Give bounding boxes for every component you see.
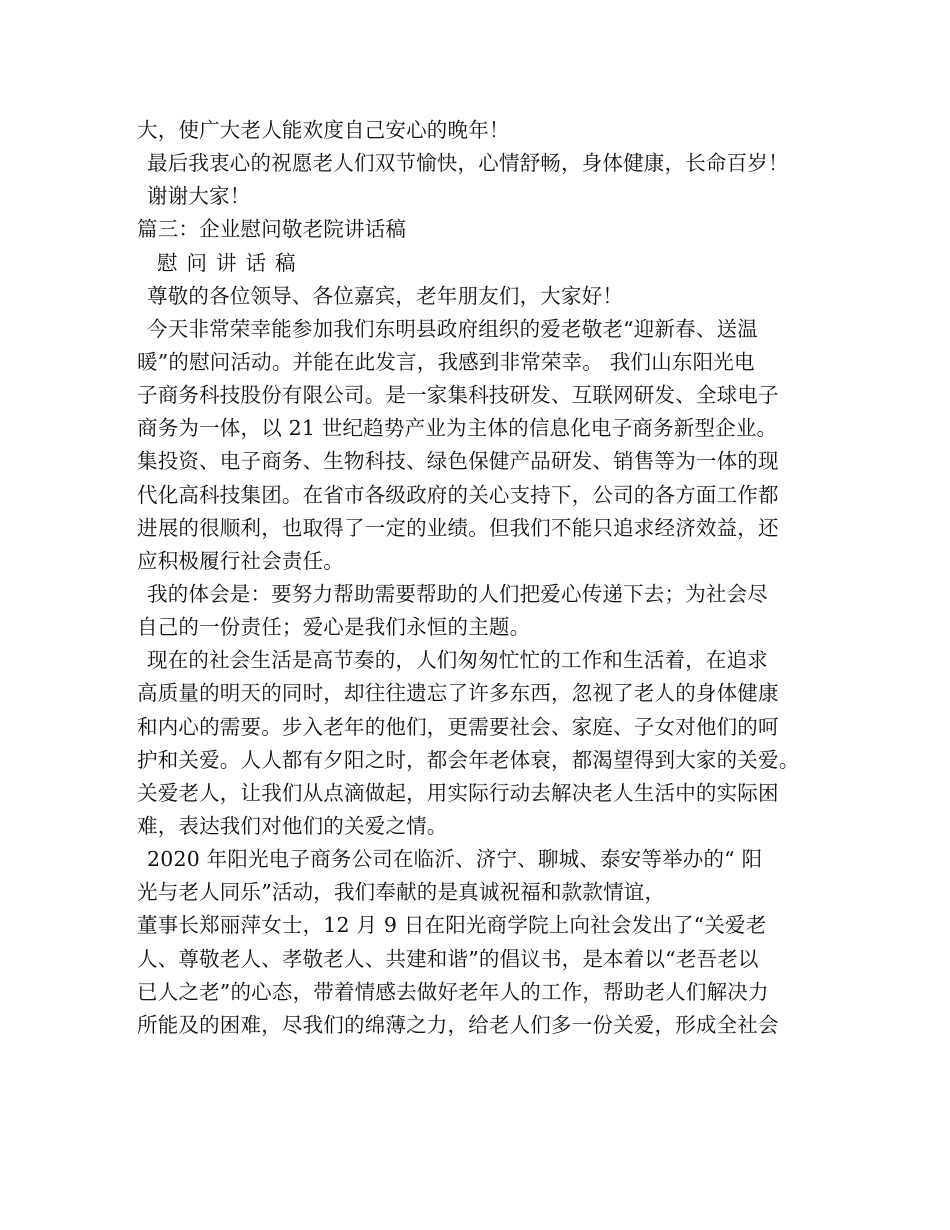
body-line: 商务为一体，以 21 世纪趋势产业为主体的信息化电子商务新型企业。 bbox=[137, 416, 778, 441]
body-line: 尊敬的各位领导、各位嘉宾，老年朋友们，大家好！ bbox=[147, 283, 624, 308]
speech-title: 慰问讲话稿 bbox=[157, 250, 305, 275]
body-line: 最后我衷心的祝愿老人们双节愉快，心情舒畅，身体健康，长命百岁！ bbox=[147, 151, 789, 176]
body-line: 和内心的需要。步入老年的他们，更需要社会、家庭、子女对他们的呵 bbox=[137, 714, 779, 739]
body-line: 所能及的困难，尽我们的绵薄之力，给老人们多一份关爱，形成全社会 bbox=[137, 1012, 779, 1037]
body-line: 应积极履行社会责任。 bbox=[137, 548, 344, 573]
body-line: 大，使广大老人能欢度自己安心的晚年！ bbox=[137, 118, 510, 142]
body-line: 已人之老”的心态，带着情感去做好老年人的工作，帮助老人们解决力 bbox=[137, 979, 769, 1004]
body-line: 谢谢大家！ bbox=[147, 184, 251, 209]
body-line: 人、尊敬老人、孝敬老人、共建和谐”的倡议书，是本着以“老吾老以 bbox=[137, 946, 759, 971]
body-line: 难，表达我们对他们的关爱之情。 bbox=[137, 813, 448, 838]
body-line: 关爱老人，让我们从点滴做起，用实际行动去解决老人生活中的实际困 bbox=[137, 780, 779, 805]
body-line: 护和关爱。人人都有夕阳之时，都会年老体衰，都渴望得到大家的关爱。 bbox=[137, 747, 800, 772]
body-line: 进展的很顺利，也取得了一定的业绩。但我们不能只追求经济效益，还 bbox=[137, 515, 779, 540]
body-line: 集投资、电子商务、生物科技、绿色保健产品研发、销售等为一体的现 bbox=[137, 449, 779, 474]
body-line: 2020 年阳光电子商务公司在临沂、济宁、聊城、泰安等举办的“ 阳 bbox=[147, 847, 763, 872]
body-line: 董事长郑丽萍女士，12 月 9 日在阳光商学院上向社会发出了“关爱老 bbox=[137, 913, 767, 938]
body-line: 高质量的明天的同时，却往往遗忘了许多东西，忽视了老人的身体健康 bbox=[137, 681, 779, 706]
body-line: 现在的社会生活是高节奏的，人们匆匆忙忙的工作和生活着，在追求 bbox=[147, 648, 768, 673]
body-line: 子商务科技股份有限公司。是一家集科技研发、互联网研发、全球电子 bbox=[137, 383, 779, 408]
document-body bbox=[137, 114, 827, 1042]
body-line: 代化高科技集团。在省市各级政府的关心支持下，公司的各方面工作都 bbox=[137, 482, 779, 507]
body-line: 光与老人同乐”活动，我们奉献的是真诚祝福和款款情谊， bbox=[137, 880, 666, 905]
body-line: 暖”的慰问活动。并能在此发言，我感到非常荣幸。 我们山东阳光电 bbox=[137, 349, 755, 374]
body-line: 自己的一份责任；爱心是我们永恒的主题。 bbox=[137, 615, 531, 640]
body-line: 今天非常荣幸能参加我们东明县政府组织的爱老敬老“迎新春、送温 bbox=[147, 316, 758, 341]
section-heading: 篇三：企业慰问敬老院讲话稿 bbox=[137, 217, 407, 242]
body-line: 我的体会是：要努力帮助需要帮助的人们把爱心传递下去；为社会尽 bbox=[147, 581, 768, 606]
